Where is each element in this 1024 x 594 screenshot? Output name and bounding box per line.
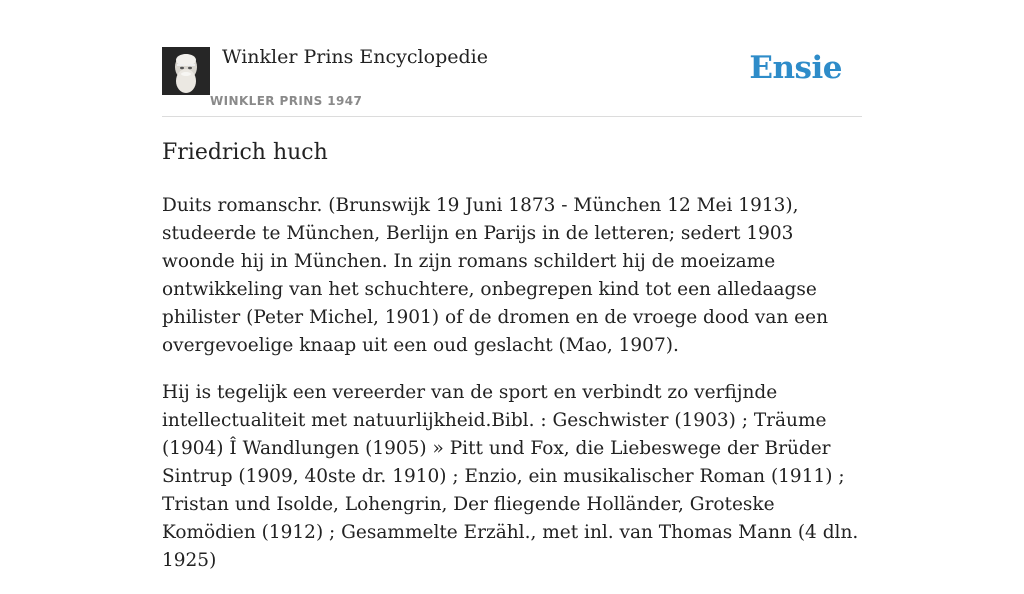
source-label[interactable]: WINKLER PRINS 1947 xyxy=(210,94,363,108)
article-paragraph: Duits romanschr. (Brunswijk 19 Juni 1873 - München 12 Mei 1913), studeerde te München, Berlijn en Parijs in de letteren; sedert 1903 woonde hij in München. In zijn romans schildert hij de moeizame ontwikkeling van het schuchtere, onbegrepen kind tot een alledaagse philister (Peter Michel, 1901) of de dromen en de vroege dood van een overgevoelige knaap uit een oud geslacht (Mao, 1907). xyxy=(162,195,828,356)
site-header xyxy=(162,0,862,117)
portrait-avatar-icon xyxy=(162,47,210,95)
site-name[interactable]: Winkler Prins Encyclopedie xyxy=(222,46,488,68)
article-title: Friedrich huch xyxy=(162,140,328,165)
article-body xyxy=(162,192,862,594)
brand-logo-link[interactable]: Ensie xyxy=(749,50,842,86)
article-paragraph: Hij is tegelijk een vereerder van de sport en verbindt zo verfijnde intellectualiteit met natuurlijkheid.Bibl. : Geschwister (1903) ; Träume (1904) Î Wandlungen (1905) » Pitt und Fox, die Liebeswege der Brüder Sintrup (1909, 40ste dr. 1910) ; Enzio, ein musikalischer Roman (1911) ; Tristan und Isolde, Lohengrin, Der fliegende Holländer, Groteske Komödien (1912) ; Gesammelte Erzähl., met inl. van Thomas Mann (4 dln. 1925) xyxy=(162,382,859,571)
